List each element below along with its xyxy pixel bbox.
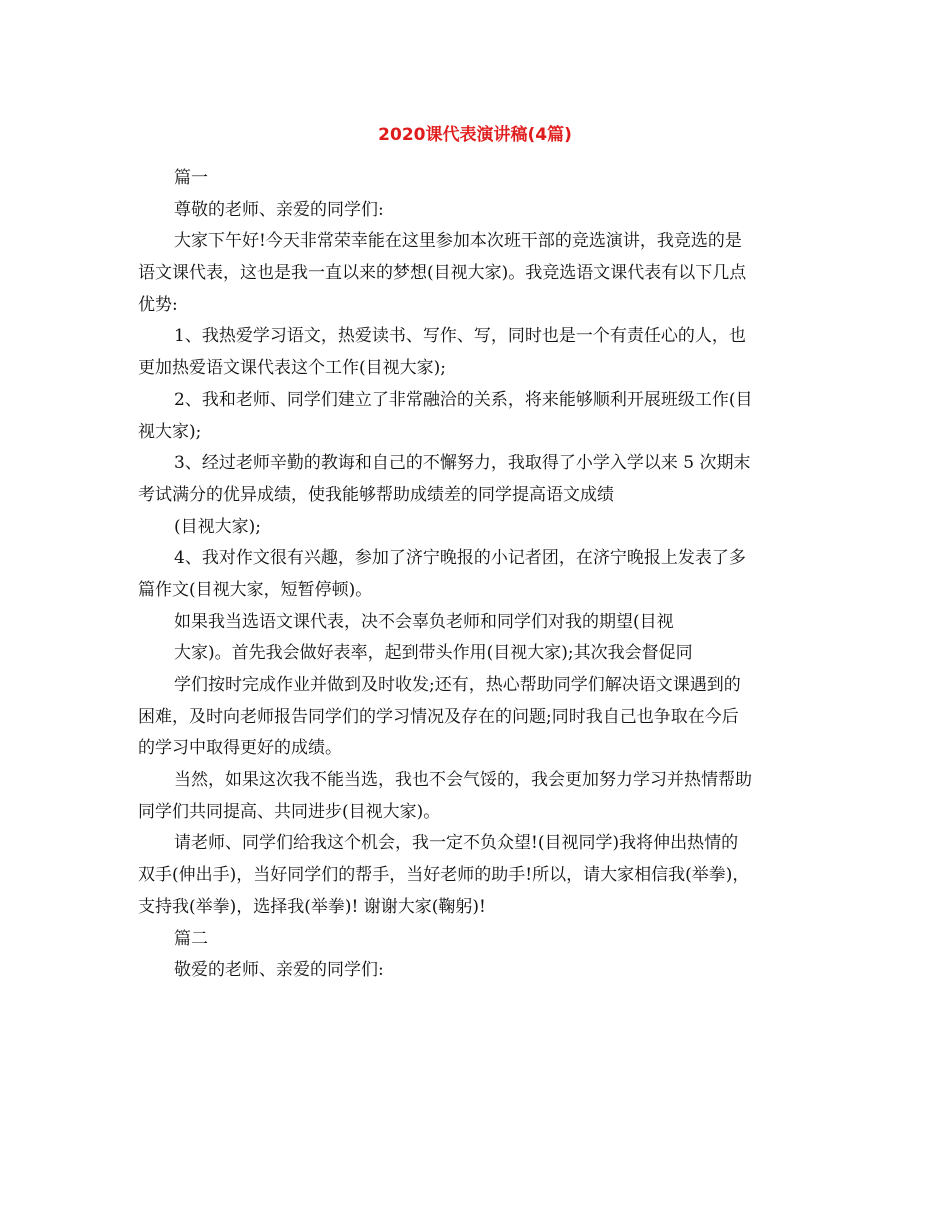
text-line: 的学习中取得更好的成绩。 — [138, 738, 342, 759]
text-line: 1、我热爱学习语文，热爱读书、写作、写，同时也是一个有责任心的人，也 — [174, 326, 746, 347]
text-line: 当然，如果这次我不能当选，我也不会气馁的，我会更加努力学习并热情帮助 — [174, 770, 752, 791]
text-line: 篇二 — [174, 928, 208, 949]
text-line: 视大家); — [138, 421, 202, 442]
text-line: (目视大家); — [174, 516, 261, 537]
text-line: 双手(伸出手)，当好同学们的帮手，当好老师的助手!所以，请大家相信我(举拳)， — [138, 865, 750, 886]
text-line: 尊敬的老师、亲爱的同学们: — [174, 199, 384, 220]
text-line: 考试满分的优异成绩，使我能够帮助成绩差的同学提高语文成绩 — [138, 484, 614, 505]
text-line: 2、我和老师、同学们建立了非常融洽的关系，将来能够顺利开展班级工作(目 — [174, 389, 753, 410]
text-line: 3、经过老师辛勤的教诲和自己的不懈努力，我取得了小学入学以来 5 次期末 — [174, 453, 751, 474]
text-line: 敬爱的老师、亲爱的同学们: — [174, 960, 384, 981]
text-line: 优势: — [138, 294, 178, 315]
document-body — [138, 163, 818, 987]
text-line: 篇作文(目视大家，短暂停顿)。 — [138, 579, 373, 600]
text-line: 同学们共同提高、共同进步(目视大家)。 — [138, 801, 441, 822]
text-line: 大家下午好!今天非常荣幸能在这里参加本次班干部的竞选演讲，我竞选的是 — [174, 231, 742, 252]
text-line: 4、我对作文很有兴趣，参加了济宁晚报的小记者团，在济宁晚报上发表了多 — [174, 548, 746, 569]
text-line: 大家)。首先我会做好表率，起到带头作用(目视大家);其次我会督促同 — [174, 643, 693, 664]
text-line: 篇一 — [174, 168, 208, 188]
text-line: 请老师、同学们给我这个机会，我一定不负众望!(目视同学)我将伸出热情的 — [174, 833, 739, 854]
text-line: 如果我当选语文课代表，决不会辜负老师和同学们对我的期望(目视 — [174, 611, 674, 632]
text-line: 更加热爱语文课代表这个工作(目视大家); — [138, 358, 446, 379]
text-line: 困难，及时向老师报告同学们的学习情况及存在的问题;同时我自己也争取在今后 — [138, 706, 739, 727]
text-line: 学们按时完成作业并做到及时收发;还有，热心帮助同学们解决语文课遇到的 — [174, 675, 741, 695]
text-line: 支持我(举拳)，选择我(举拳)! 谢谢大家(鞠躬)! — [138, 896, 486, 917]
text-line: 语文课代表，这也是我一直以来的梦想(目视大家)。我竞选语文课代表有以下几点 — [138, 263, 747, 284]
page-title: 2020课代表演讲稿(4篇) — [378, 125, 572, 145]
